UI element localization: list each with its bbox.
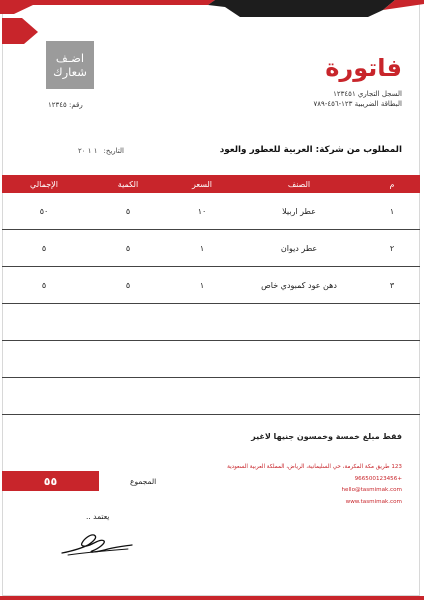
cell-quantity xyxy=(86,378,170,415)
cell-quantity xyxy=(86,341,170,378)
header-quantity: الكمية xyxy=(86,175,170,193)
table-row xyxy=(2,193,420,230)
total-label: المجموع xyxy=(130,477,157,486)
table-row xyxy=(2,304,420,341)
cell-no xyxy=(364,378,420,415)
cell-item: عطر اربيلا xyxy=(234,193,364,230)
tax-card: البطاقة الضريبية ١٢٣-٤٥٦-٧٨٩ xyxy=(313,100,402,108)
cell-total: ٥ xyxy=(2,267,86,304)
cell-total xyxy=(2,378,86,415)
table-row xyxy=(2,341,420,378)
email-link[interactable]: hello@tasmimak.com xyxy=(341,487,402,493)
commercial-record: السجل التجاري ١٢٣٤٥١ xyxy=(333,90,402,98)
cell-no: ٢ xyxy=(364,230,420,267)
phone-text: +966500123456 xyxy=(354,475,402,482)
header-black-band xyxy=(208,0,395,17)
header-item: الصنف xyxy=(234,175,364,193)
amount-in-words: فقط مبلغ خمسة وخمسون جنيها لاغير xyxy=(251,432,402,441)
table-row xyxy=(2,378,420,415)
invoice-number: رقم: ١٢٣٤٥ xyxy=(48,101,83,109)
signature-image xyxy=(58,527,138,559)
company-info xyxy=(314,89,402,109)
customer-line: المطلوب من شركة: العربية للعطور والعود xyxy=(219,145,402,155)
cell-price: ١ xyxy=(170,267,234,304)
date-value: ١ ١ ٢٠ xyxy=(77,147,98,155)
date-label: التاريخ: xyxy=(103,147,124,155)
table-header-row xyxy=(2,175,420,193)
items-table xyxy=(2,175,420,415)
footer-bar xyxy=(0,596,424,600)
header-no: م xyxy=(364,175,420,193)
logo-line-1: اضـف xyxy=(55,51,85,65)
header-red-band xyxy=(0,0,215,14)
header-price: السعر xyxy=(170,175,234,193)
cell-no xyxy=(364,341,420,378)
cell-price xyxy=(170,378,234,415)
cell-quantity: ٥ xyxy=(86,193,170,230)
logo-line-2: شعارك xyxy=(53,65,87,79)
cell-quantity xyxy=(86,304,170,341)
cell-total: ٥ xyxy=(2,230,86,267)
address-text: 123 طريق مكة المكرمة، حي السليمانية، الرياض، المملكة العربية السعودية xyxy=(227,464,402,470)
cell-price xyxy=(170,304,234,341)
cell-no: ٣ xyxy=(364,267,420,304)
cell-item xyxy=(234,304,364,341)
cell-item xyxy=(234,341,364,378)
total-value-box xyxy=(2,471,99,491)
header-decoration xyxy=(0,0,424,45)
cell-price xyxy=(170,341,234,378)
total-value: ٥٥ xyxy=(43,474,58,488)
header-total: الإجمالي xyxy=(2,175,86,193)
date-field xyxy=(24,147,124,155)
cell-quantity: ٥ xyxy=(86,267,170,304)
logo-placeholder xyxy=(46,41,94,89)
contact-info xyxy=(227,462,402,508)
cell-price: ١٠ xyxy=(170,193,234,230)
header-red-tab xyxy=(2,18,38,44)
cell-item xyxy=(234,378,364,415)
table-row xyxy=(2,267,420,304)
cell-total xyxy=(2,341,86,378)
cell-total: ٥٠ xyxy=(2,193,86,230)
cell-price: ١ xyxy=(170,230,234,267)
cell-item: دهن عود كمبودي خاص xyxy=(234,267,364,304)
table-row xyxy=(2,230,420,267)
cell-no: ١ xyxy=(364,193,420,230)
cell-quantity: ٥ xyxy=(86,230,170,267)
website-link[interactable]: www.tasmimak.com xyxy=(345,498,402,505)
approved-by-label: يعتمد .. xyxy=(86,512,110,521)
invoice-title: فاتورة xyxy=(325,54,402,82)
cell-total xyxy=(2,304,86,341)
cell-no xyxy=(364,304,420,341)
cell-item: عطر ديوان xyxy=(234,230,364,267)
